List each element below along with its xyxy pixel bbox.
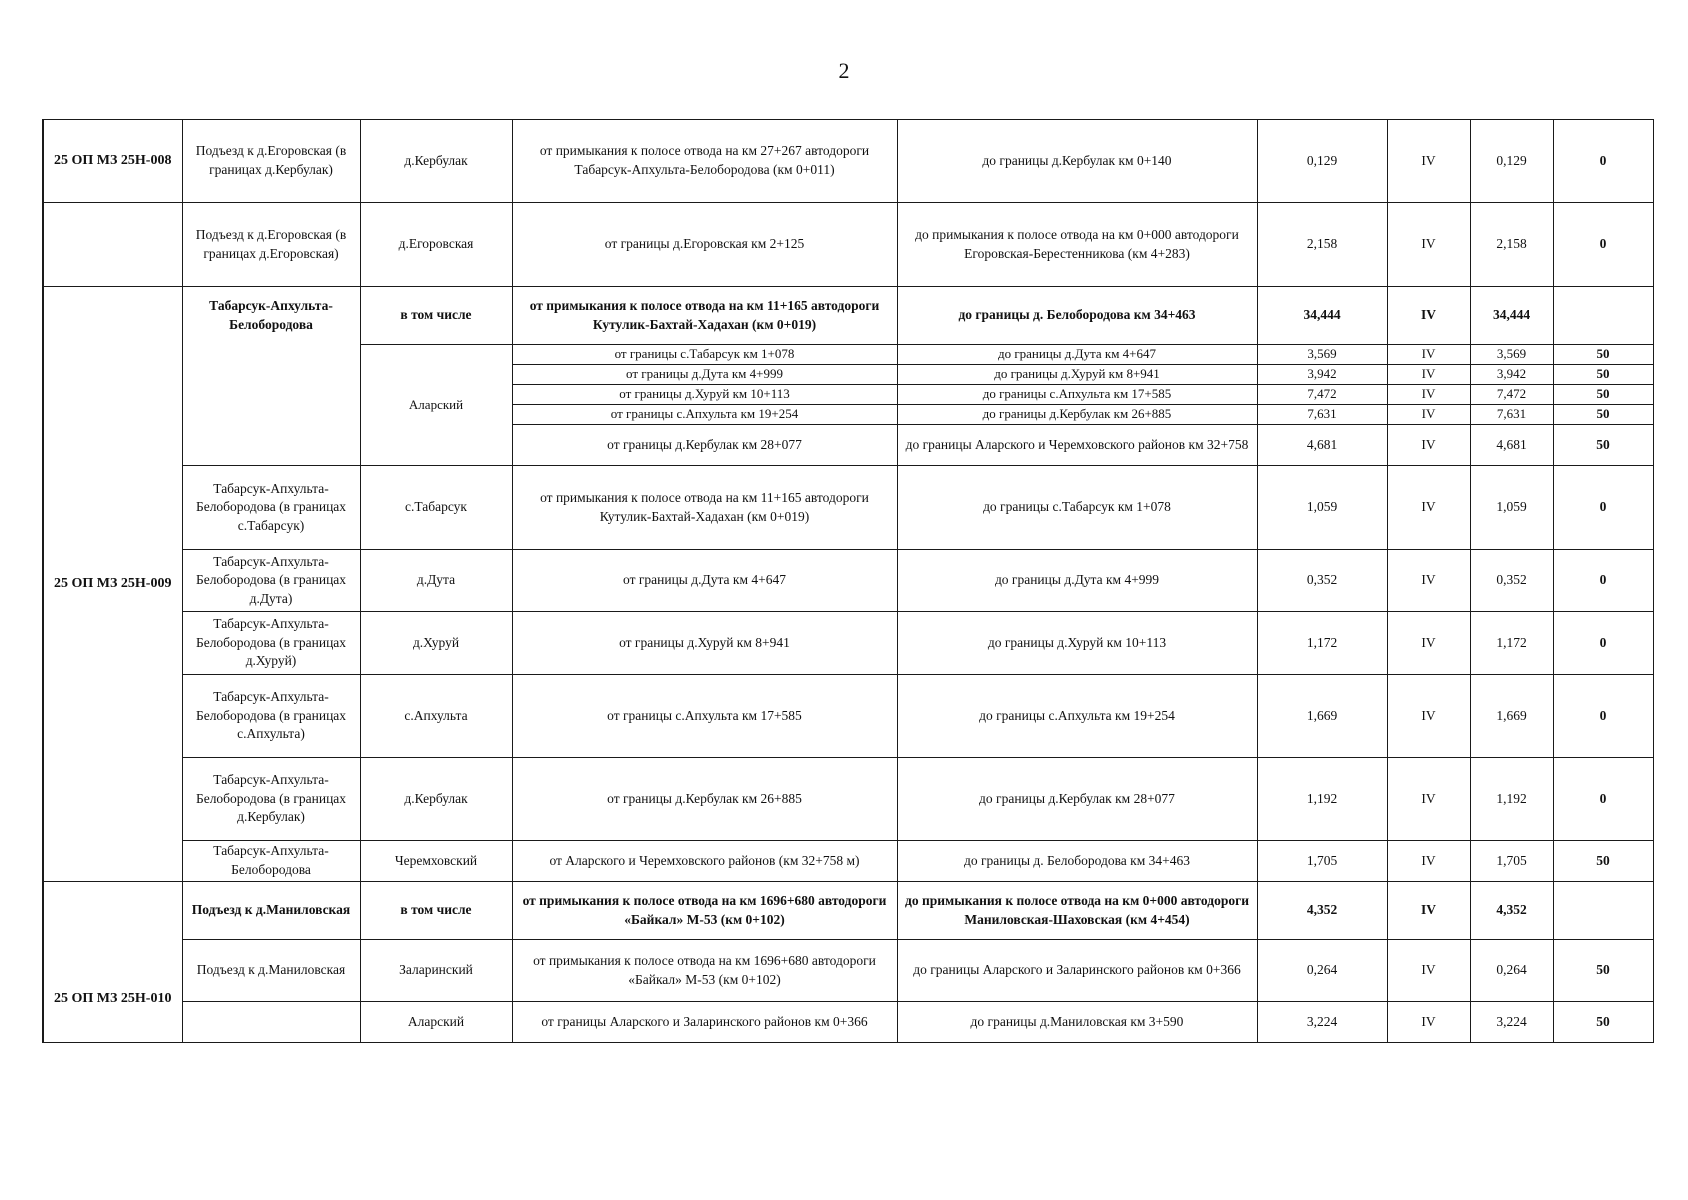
- section-from: от примыкания к полосе отвода на км 11+165 автодороги Кутулик-Бахтай-Хадахан (км 0+019): [512, 466, 897, 550]
- road-code: 25 ОП МЗ 25Н-008: [43, 120, 182, 203]
- length-km: 3,224: [1257, 1002, 1387, 1043]
- locality: в том числе: [360, 882, 512, 940]
- locality: с.Табарсук: [360, 466, 512, 550]
- last-value: 0: [1553, 120, 1653, 203]
- section-from: от границы д.Егоровская км 2+125: [512, 203, 897, 287]
- page-number: 2: [838, 58, 850, 83]
- section-from: от границы с.Апхульта км 17+585: [512, 675, 897, 758]
- length-km-2: 7,631: [1470, 405, 1553, 425]
- section-to: до границы д.Дута км 4+999: [897, 550, 1257, 612]
- road-name: Подъезд к д.Маниловская: [182, 940, 360, 1002]
- table-row: [43, 203, 1653, 287]
- table-row: [43, 287, 1653, 345]
- road-category: IV: [1387, 120, 1470, 203]
- length-km-2: 3,224: [1470, 1002, 1553, 1043]
- length-km-2: 1,705: [1470, 841, 1553, 882]
- last-value: 50: [1553, 405, 1653, 425]
- length-km-2: 0,352: [1470, 550, 1553, 612]
- section-to: до границы с.Апхульта км 19+254: [897, 675, 1257, 758]
- section-to: до границы д.Дута км 4+647: [897, 345, 1257, 365]
- road-category: IV: [1387, 425, 1470, 466]
- section-from: от границы с.Апхульта км 19+254: [512, 405, 897, 425]
- length-km: 0,129: [1257, 120, 1387, 203]
- length-km-2: 34,444: [1470, 287, 1553, 345]
- section-from: от границы д.Кербулак км 28+077: [512, 425, 897, 466]
- road-category: IV: [1387, 550, 1470, 612]
- road-category: IV: [1387, 466, 1470, 550]
- last-value: 50: [1553, 365, 1653, 385]
- locality: Аларский: [360, 1002, 512, 1043]
- length-km: 7,472: [1257, 385, 1387, 405]
- last-value: 50: [1553, 345, 1653, 365]
- last-value: 50: [1553, 425, 1653, 466]
- section-to: до границы д.Хуруй км 8+941: [897, 365, 1257, 385]
- table-row: [43, 882, 1653, 940]
- section-to: до границы д. Белобородова км 34+463: [897, 841, 1257, 882]
- last-value: 50: [1553, 841, 1653, 882]
- section-to: до границы д.Кербулак км 0+140: [897, 120, 1257, 203]
- section-to: до границы с.Апхульта км 17+585: [897, 385, 1257, 405]
- table-row: [43, 841, 1653, 882]
- section-from: от границы д.Дута км 4+999: [512, 365, 897, 385]
- length-km-2: 3,942: [1470, 365, 1553, 385]
- length-km: 1,172: [1257, 612, 1387, 675]
- section-from: от границы Аларского и Заларинского районов км 0+366: [512, 1002, 897, 1043]
- section-from: от Аларского и Черемховского районов (км 32+758 м): [512, 841, 897, 882]
- section-from: от границы д.Хуруй км 10+113: [512, 385, 897, 405]
- last-value: 0: [1553, 758, 1653, 841]
- section-from: от границы д.Хуруй км 8+941: [512, 612, 897, 675]
- last-value: [1553, 287, 1653, 345]
- last-value: [1553, 882, 1653, 940]
- length-km-2: 0,129: [1470, 120, 1553, 203]
- road-category: IV: [1387, 882, 1470, 940]
- road-name: Табарсук-Апхульта-Белобородова: [182, 841, 360, 882]
- road-category: IV: [1387, 405, 1470, 425]
- road-category: IV: [1387, 675, 1470, 758]
- length-km: 2,158: [1257, 203, 1387, 287]
- length-km-2: 0,264: [1470, 940, 1553, 1002]
- table-row: [43, 940, 1653, 1002]
- table-row: [43, 466, 1653, 550]
- locality: Черемховский: [360, 841, 512, 882]
- length-km-2: 1,669: [1470, 675, 1553, 758]
- length-km-2: 1,059: [1470, 466, 1553, 550]
- length-km-2: 4,352: [1470, 882, 1553, 940]
- last-value: 50: [1553, 940, 1653, 1002]
- section-to: до примыкания к полосе отвода на км 0+000 автодороги Маниловская-Шаховская (км 4+454): [897, 882, 1257, 940]
- locality: д.Егоровская: [360, 203, 512, 287]
- length-km-2: 2,158: [1470, 203, 1553, 287]
- section-from: от границы с.Табарсук км 1+078: [512, 345, 897, 365]
- road-category: IV: [1387, 345, 1470, 365]
- road-category: IV: [1387, 203, 1470, 287]
- section-to: до границы с.Табарсук км 1+078: [897, 466, 1257, 550]
- last-value: 0: [1553, 466, 1653, 550]
- road-code: 25 ОП МЗ 25Н-009: [43, 287, 182, 882]
- road-name: Подъезд к д.Маниловская: [182, 882, 360, 940]
- road-name: Табарсук-Апхульта-Белобородова: [182, 287, 360, 466]
- table-row: [43, 612, 1653, 675]
- section-to: до границы д. Белобородова км 34+463: [897, 287, 1257, 345]
- last-value: 0: [1553, 550, 1653, 612]
- road-name: Табарсук-Апхульта-Белобородова (в границах д.Хуруй): [182, 612, 360, 675]
- table-row: [43, 120, 1653, 203]
- roads-table: [42, 119, 1654, 1043]
- length-km: 1,059: [1257, 466, 1387, 550]
- length-km: 1,669: [1257, 675, 1387, 758]
- road-category: IV: [1387, 940, 1470, 1002]
- length-km: 3,942: [1257, 365, 1387, 385]
- last-value: 50: [1553, 385, 1653, 405]
- length-km-2: 4,681: [1470, 425, 1553, 466]
- road-category: IV: [1387, 365, 1470, 385]
- last-value: 0: [1553, 612, 1653, 675]
- road-category: IV: [1387, 1002, 1470, 1043]
- locality: д.Дута: [360, 550, 512, 612]
- length-km: 7,631: [1257, 405, 1387, 425]
- section-to: до границы д.Маниловская км 3+590: [897, 1002, 1257, 1043]
- road-name: Табарсук-Апхульта-Белобородова (в границах с.Апхульта): [182, 675, 360, 758]
- road-category: IV: [1387, 758, 1470, 841]
- section-from: от границы д.Дута км 4+647: [512, 550, 897, 612]
- last-value: 0: [1553, 203, 1653, 287]
- length-km-2: 7,472: [1470, 385, 1553, 405]
- length-km: 4,352: [1257, 882, 1387, 940]
- locality: Заларинский: [360, 940, 512, 1002]
- last-value: 0: [1553, 675, 1653, 758]
- road-name: Табарсук-Апхульта-Белобородова (в границах с.Табарсук): [182, 466, 360, 550]
- road-category: IV: [1387, 841, 1470, 882]
- length-km: 0,352: [1257, 550, 1387, 612]
- table-row: [43, 758, 1653, 841]
- length-km-2: 3,569: [1470, 345, 1553, 365]
- table-row: [43, 1002, 1653, 1043]
- length-km: 0,264: [1257, 940, 1387, 1002]
- section-from: от примыкания к полосе отвода на км 1696+680 автодороги «Байкал» М-53 (км 0+102): [512, 940, 897, 1002]
- last-value: 50: [1553, 1002, 1653, 1043]
- length-km: 34,444: [1257, 287, 1387, 345]
- road-category: IV: [1387, 612, 1470, 675]
- section-to: до границы Аларского и Черемховского районов км 32+758: [897, 425, 1257, 466]
- road-name: Табарсук-Апхульта-Белобородова (в границах д.Дута): [182, 550, 360, 612]
- section-from: от примыкания к полосе отвода на км 1696+680 автодороги «Байкал» М-53 (км 0+102): [512, 882, 897, 940]
- road-name: [182, 1002, 360, 1043]
- length-km-2: 1,192: [1470, 758, 1553, 841]
- length-km: 4,681: [1257, 425, 1387, 466]
- section-to: до границы д.Кербулак км 26+885: [897, 405, 1257, 425]
- length-km: 3,569: [1257, 345, 1387, 365]
- road-code: 25 ОП МЗ 25Н-010: [43, 882, 182, 1043]
- table-row: [43, 675, 1653, 758]
- length-km-2: 1,172: [1470, 612, 1553, 675]
- section-to: до примыкания к полосе отвода на км 0+000 автодороги Егоровская-Берестенникова (км 4+283): [897, 203, 1257, 287]
- section-to: до границы д.Кербулак км 28+077: [897, 758, 1257, 841]
- road-name: Подъезд к д.Егоровская (в границах д.Кербулак): [182, 120, 360, 203]
- road-name: Табарсук-Апхульта-Белобородова (в границах д.Кербулак): [182, 758, 360, 841]
- section-from: от примыкания к полосе отвода на км 11+165 автодороги Кутулик-Бахтай-Хадахан (км 0+019): [512, 287, 897, 345]
- table-row: [43, 550, 1653, 612]
- length-km: 1,192: [1257, 758, 1387, 841]
- section-from: от границы д.Кербулак км 26+885: [512, 758, 897, 841]
- locality: Аларский: [360, 345, 512, 466]
- locality: в том числе: [360, 287, 512, 345]
- locality: д.Хуруй: [360, 612, 512, 675]
- locality: с.Апхульта: [360, 675, 512, 758]
- locality: д.Кербулак: [360, 758, 512, 841]
- road-category: IV: [1387, 287, 1470, 345]
- section-to: до границы д.Хуруй км 10+113: [897, 612, 1257, 675]
- road-category: IV: [1387, 385, 1470, 405]
- locality: д.Кербулак: [360, 120, 512, 203]
- section-from: от примыкания к полосе отвода на км 27+267 автодороги Табарсук-Апхульта-Белобородова (км 0+011): [512, 120, 897, 203]
- section-to: до границы Аларского и Заларинского районов км 0+366: [897, 940, 1257, 1002]
- length-km: 1,705: [1257, 841, 1387, 882]
- road-code-empty: [43, 203, 182, 287]
- road-name: Подъезд к д.Егоровская (в границах д.Егоровская): [182, 203, 360, 287]
